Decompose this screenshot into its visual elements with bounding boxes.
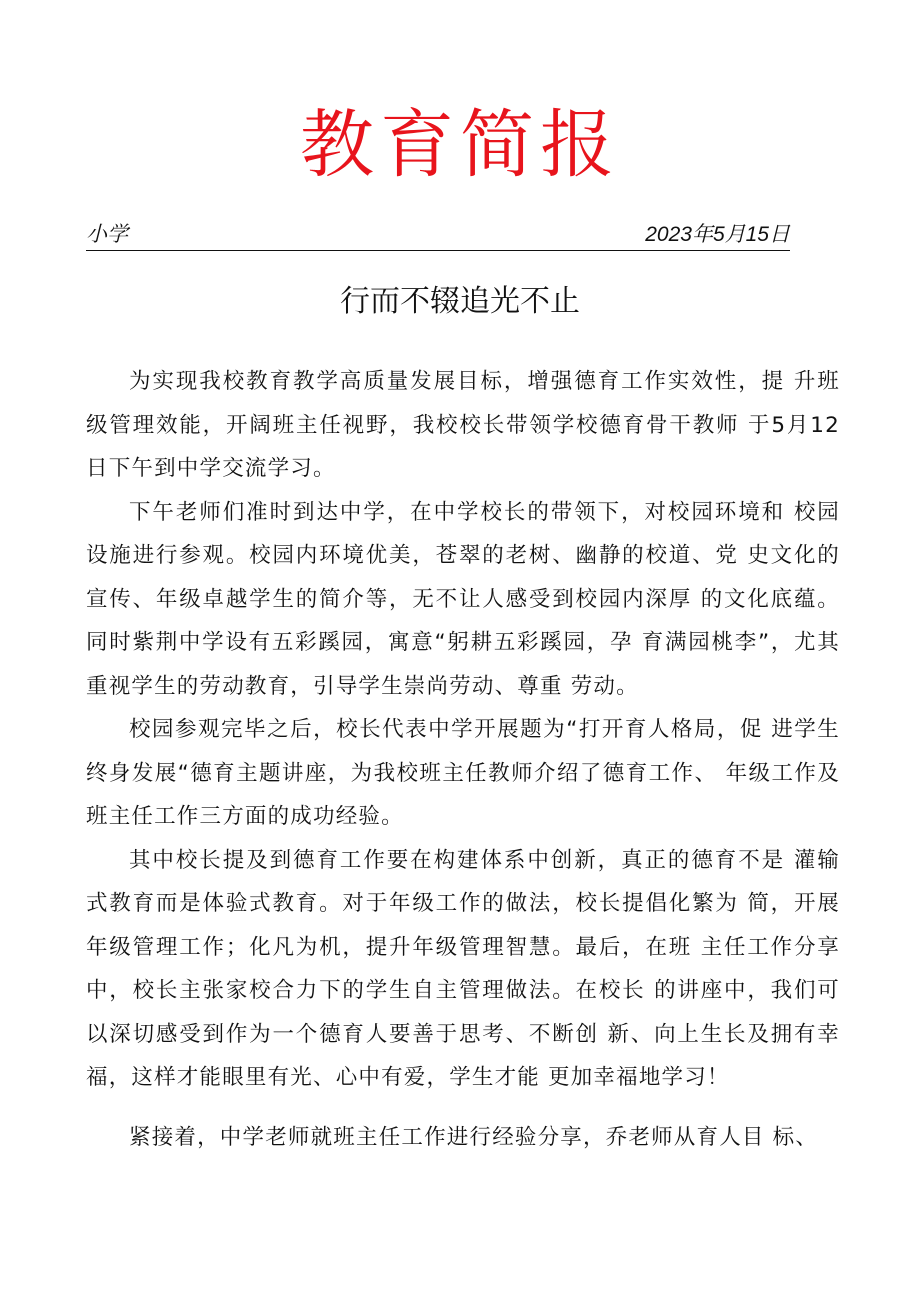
article-paragraph: 下午老师们准时到达中学，在中学校长的带领下，对校园环境和 校园设施进行参观。校园内环境优美，苍翠的老树、幽静的校道、党 史文化的宣传、年级卓越学生的简介等，无不让人感受到校园内深厚 的文化底蕴。同时紫荆中学设有五彩蹊园，寓意“躬耕五彩蹊园，孕 育满园桃李”，尤其重视学生的劳动教育，引导学生崇尚劳动、尊重 劳动。	[86, 499, 840, 699]
newsletter-masthead: 教育简报	[300, 102, 620, 188]
article-title: 行而不辍追光不止	[340, 284, 580, 319]
issue-date: 2023年5月15日	[645, 223, 790, 246]
article-paragraph: 为实现我校教育教学高质量发展目标，增强德育工作实效性，提 升班级管理效能，开阔班主任视野，我校校长带领学校德育骨干教师 于5月12日下午到中学交流学习。	[86, 369, 840, 481]
article-paragraph: 校园参观完毕之后，校长代表中学开展题为“打开育人格局，促 进学生终身发展“德育主题讲座，为我校班主任教师介绍了德育工作、 年级工作及班主任工作三方面的成功经验。	[86, 717, 840, 829]
article-paragraph: 紧接着，中学老师就班主任工作进行经验分享，乔老师从育人目 标、	[129, 1124, 819, 1150]
article-body	[86, 360, 840, 1159]
header-meta-line	[86, 220, 790, 251]
article-paragraph: 其中校长提及到德育工作要在构建体系中创新，真正的德育不是 灌输式教育而是体验式教育。对于年级工作的做法，校长提倡化繁为 简，开展年级管理工作；化凡为机，提升年级管理智慧。最后，在班 主任工作分享中，校长主张家校合力下的学生自主管理做法。在校长 的讲座中，我们可以深切感受到作为一个德育人要善于思考、不断创 新、向上生长及拥有幸福，这样才能眼里有光、心中有爱，学生才能 更加幸福地学习！	[86, 847, 840, 1090]
school-name: 小学	[86, 222, 128, 246]
